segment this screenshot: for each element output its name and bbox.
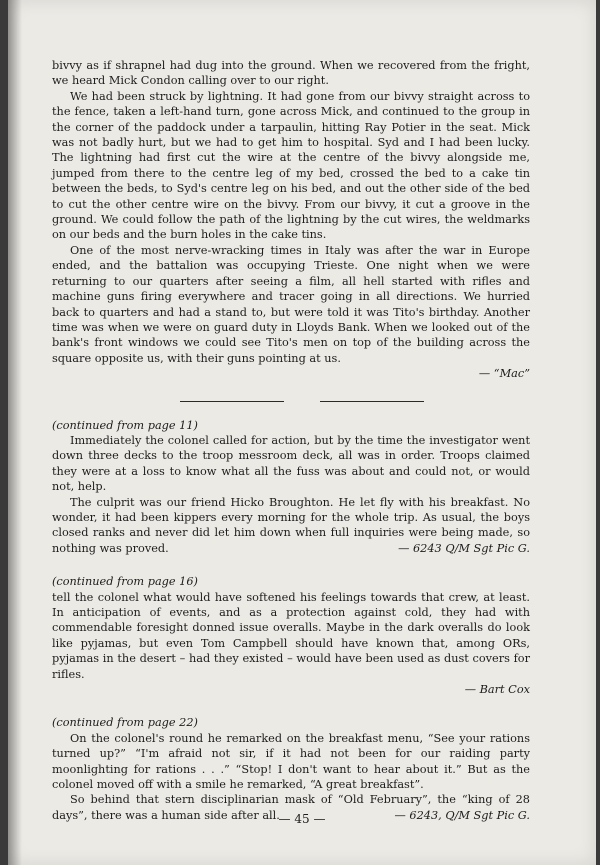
paragraph: tell the colonel what would have softened his feelings towards that crew, at least. In anticipation of events, and as a protection against cold, they had with commendable foresight donned issue overalls. Maybe in the dark overalls do look like pyjamas, but even Tom Campbell should have known that, among ORs, pyjamas in the desert – had they existed – would have been used as dust covers for rifles. [52,590,530,681]
signature: — 6243 Q/M Sgt Pic G. [398,541,530,555]
paragraph: Immediately the colonel called for action, but by the time the investigator went down three decks to the troop messroom deck, all was in order. Troops claimed they were at a loss to know what all the fuss was about and could not, or would not, help. [52,433,530,494]
paragraph-text: The culprit was our friend Hicko Broughton. He let fly with his breakfast. No wonder, it had been kippers every morning for the whole trip. As usual, the boys closed ranks and never did let him down when full inquiries were being made, so nothing was proved. [52,495,530,555]
paragraph: On the colonel's round he remarked on the breakfast menu, “See your rations turned up?” “I'm afraid not sir, if it had not been for our raiding party moonlighting for rations . . .” “Stop! I don't want to hear about it.” But as the colonel moved off with a smile he remarked, “A great breakfast”. [52,731,530,792]
section-separator [52,394,530,408]
signature: — Bart Cox [464,683,530,697]
continuation-heading: (continued from page 22) [52,716,198,730]
text-column [52,58,530,823]
signature: — 6243, Q/M Sgt Pic G. [394,808,530,822]
signature: — “Mac” [478,367,530,381]
paragraph: One of the most nerve-wracking times in Italy was after the war in Europe ended, and the battalion was occupying Trieste. One night when we were returning to our quarters after seeing a film, all hell started with rifles and machine guns firing everywhere and tracer going in all directions. We hurried back to quarters and had a stand to, but were told it was Tito's birthday. Another time was when we were on guard duty in Lloyds Bank. When we looked out of the bank's front windows we could see Tito's men on top of the building across the square opposite us, with their guns pointing at us. [52,243,530,365]
continuation-heading: (continued from page 16) [52,575,198,589]
paragraph [52,495,530,557]
separator-line [320,401,424,402]
document-page [8,0,596,865]
paragraph: bivvy as if shrapnel had dug into the ground. When we recovered from the fright, we heard Mick Condon calling over to our right. [52,59,530,88]
paragraph-text: So behind that stern disciplinarian mask of “Old February”, the “king of 28 days”, there was a human side after all. [52,793,530,822]
paragraph: We had been struck by lightning. It had gone from our bivvy straight across to the fence, taken a left-hand turn, gone across Mick, and continued to the group in the corner of the paddock under a tarpaulin, hitting Ray Potier in the seat. Mick was not badly hurt, but we had to get him to hospital. Syd and I had been lucky. The lightning had first cut the wire at the centre of the bivvy alongside me, jumped from there to the centre leg of my bed, crossed the bed to a cake tin between the beds, to Syd's centre leg on his bed, and out the other side of the bed to cut the other centre wire on the bivvy. From our bivvy, it cut a groove in the ground. We could follow the path of the lightning by the cut wires, the weldmarks on our beds and the burn holes in the cake tins. [52,89,530,242]
page-number: — 45 — [278,812,326,826]
separator-line [180,401,284,402]
continuation-heading: (continued from page 11) [52,418,198,432]
